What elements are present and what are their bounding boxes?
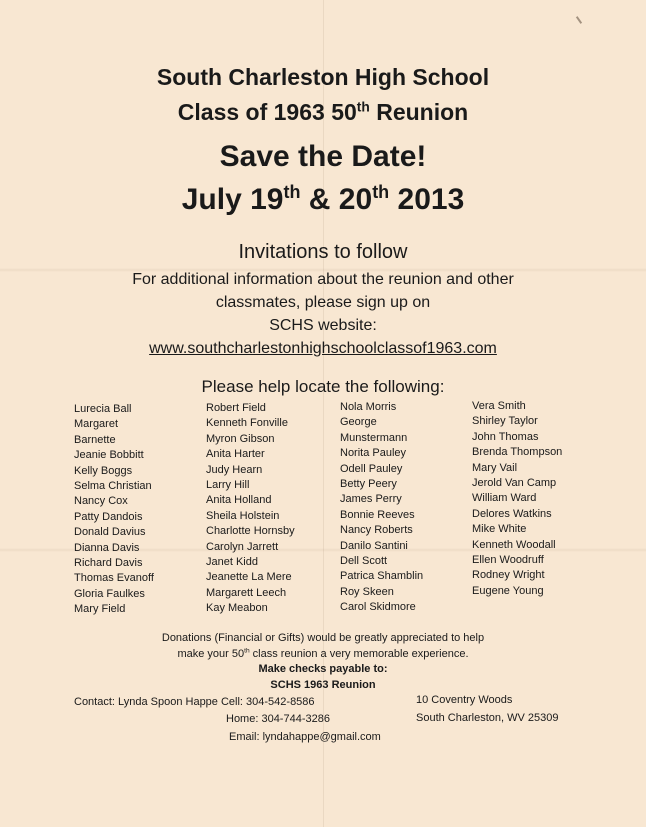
name-item: Dianna Davis [74, 541, 140, 554]
info-line-1: For additional information about the reunion and other [132, 271, 514, 288]
locate-heading: Please help locate the following: [201, 377, 445, 396]
website-link[interactable]: www.southcharlestonhighschoolclassof1963.com [149, 340, 497, 357]
name-item: Nancy Roberts [340, 524, 413, 537]
name-item: Delores Watkins [472, 507, 552, 520]
name-item: Mike White [472, 523, 527, 536]
name-item: George [340, 416, 377, 429]
info-line-2: classmates, please sign up on [215, 294, 431, 311]
contact-cell: Contact: Lynda Spoon Happe Cell: 304-542-8586 [74, 696, 315, 708]
name-item: Sheila Holstein [206, 509, 280, 522]
name-item: Kay Meabon [206, 602, 268, 615]
name-item: Danilo Santini [340, 539, 408, 552]
name-item: Mary Field [74, 603, 126, 616]
name-item: Nancy Cox [74, 495, 128, 508]
name-item: Lurecia Ball [74, 403, 132, 415]
name-item: James Perry [340, 493, 402, 506]
names-column-3 [340, 400, 423, 616]
name-item: Jerold Van Camp [472, 477, 557, 490]
donations-line-2-prefix: make your 50 [177, 648, 245, 660]
name-item: Janet Kidd [206, 556, 258, 569]
save-the-date-text: Save the Date! [219, 140, 427, 173]
reunion-title-prefix: Class of 1963 50 [177, 99, 357, 125]
name-item: Anita Holland [206, 494, 272, 507]
contact-home: Home: 304-744-3286 [226, 713, 330, 725]
name-item: William Ward [472, 492, 537, 505]
donations-line-2 [0, 648, 646, 660]
address-line-2: South Charleston, WV 25309 [416, 712, 559, 724]
invitations-note: Invitations to follow [238, 241, 408, 263]
name-item: Bonnie Reeves [340, 508, 415, 521]
school-name [0, 64, 646, 91]
name-item: Gloria Faulkes [74, 587, 145, 600]
names-column-2 [206, 401, 295, 617]
name-item: Kenneth Woodall [472, 538, 556, 551]
name-item: John Thomas [472, 430, 539, 443]
contact-email: Email: lyndahappe@gmail.com [229, 731, 381, 743]
name-item: Donald Davius [74, 526, 146, 539]
name-item: Jeanette La Mere [206, 571, 292, 584]
name-item: Odell Pauley [340, 462, 403, 475]
save-the-date [0, 140, 646, 174]
name-item: Myron Gibson [206, 432, 275, 445]
names-column-1 [74, 402, 154, 618]
name-item: Patty Dandois [74, 510, 143, 523]
name-item: Patrica Shamblin [340, 570, 424, 583]
name-item: Margaret [74, 418, 119, 431]
name-item: Kenneth Fonville [206, 417, 288, 430]
name-item: Charlotte Hornsby [206, 525, 295, 538]
name-item: Roy Skeen [340, 585, 394, 598]
name-item: Norita Pauley [340, 447, 407, 460]
name-item: Brenda Thompson [472, 446, 563, 459]
names-column-4 [472, 399, 562, 599]
name-item: Shirley Taylor [472, 415, 538, 428]
name-item: Mary Vail [472, 461, 518, 474]
name-item: Larry Hill [206, 479, 250, 492]
info-line-3: SCHS website: [269, 317, 377, 334]
reunion-title-suffix: Reunion [369, 99, 469, 125]
checks-payee: SCHS 1963 Reunion [270, 679, 376, 691]
event-date [0, 183, 646, 217]
name-item: Selma Christian [74, 480, 152, 493]
reunion-title [0, 99, 646, 126]
event-date-sup1: th [283, 182, 301, 202]
name-item: Ellen Woodruff [472, 554, 544, 567]
name-item: Richard Davis [74, 557, 143, 570]
checks-label: Make checks payable to: [258, 663, 388, 675]
address-line-1: 10 Coventry Woods [416, 694, 513, 706]
name-item: Dell Scott [340, 555, 388, 568]
name-item: Kelly Boggs [74, 464, 133, 477]
name-item: Jeanie Bobbitt [74, 449, 144, 462]
name-item: Carol Skidmore [340, 601, 416, 614]
event-date-part1: July 19 [181, 183, 284, 216]
donations-line-1: Donations (Financial or Gifts) would be greatly appreciated to help [161, 632, 485, 644]
name-item: Eugene Young [472, 584, 544, 597]
name-item: Vera Smith [472, 400, 526, 412]
reunion-title-sup: th [356, 99, 370, 115]
school-name-text: South Charleston High School [156, 64, 490, 90]
donations-line-2-suffix: class reunion a very memorable experience. [249, 648, 469, 660]
name-item: Barnette [74, 433, 116, 446]
name-item: Anita Harter [206, 448, 265, 461]
name-item: Robert Field [206, 402, 266, 414]
name-item: Thomas Evanoff [74, 572, 154, 585]
name-item: Margarett Leech [206, 586, 287, 599]
name-item: Judy Hearn [206, 463, 263, 476]
event-date-sup2: th [372, 182, 390, 202]
name-item: Nola Morris [340, 401, 397, 413]
donations-line-2-sup: th [244, 647, 250, 655]
paper-speck [576, 16, 582, 24]
name-item: Betty Peery [340, 478, 397, 491]
name-item: Munstermann [340, 431, 408, 444]
event-date-part2: & 20 [300, 183, 373, 216]
name-item: Rodney Wright [472, 569, 545, 582]
name-item: Carolyn Jarrett [206, 540, 279, 553]
event-date-part3: 2013 [389, 183, 465, 216]
